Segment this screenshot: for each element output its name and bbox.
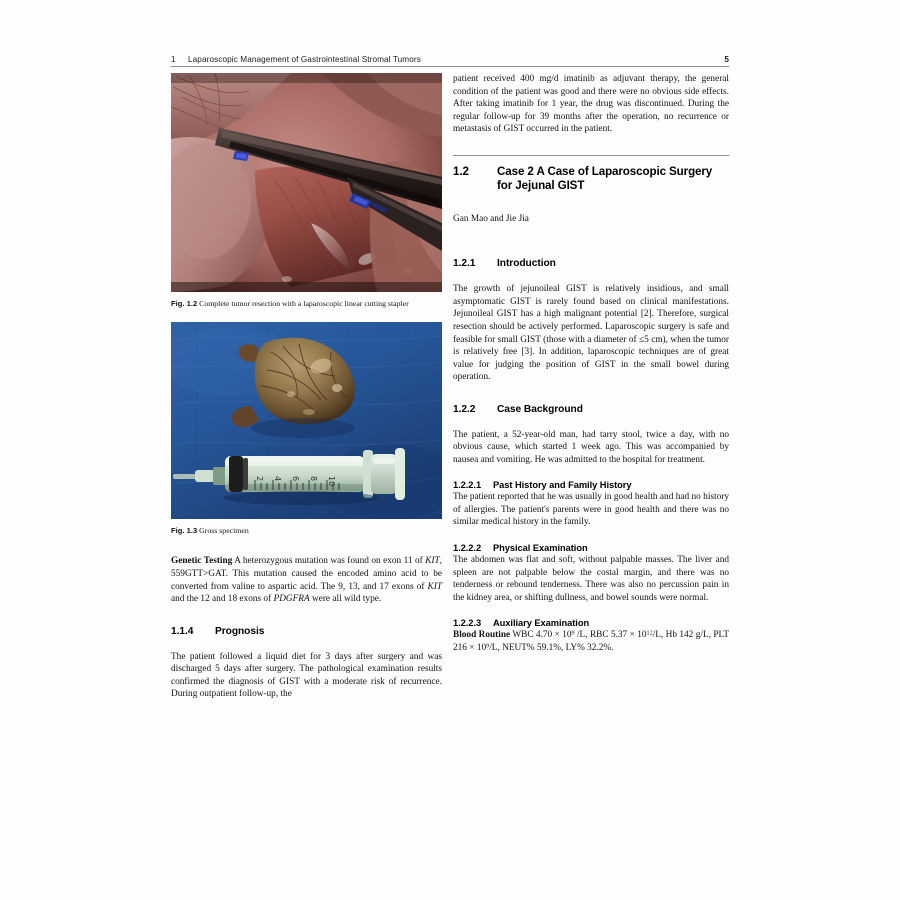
section-rule xyxy=(453,155,729,156)
spacer-before-section-1-2 xyxy=(453,136,729,155)
running-head-title: Laparoscopic Management of Gastrointestinal Stromal Tumors xyxy=(188,55,421,64)
heading-physical-examination-title: Physical Examination xyxy=(493,542,588,553)
blood-routine-lead: Blood Routine xyxy=(453,630,511,641)
past-history-paragraph: The patient reported that he was usually in good health and had no history of allergies. The patient's parents were in good health and there was no similar medical history in the family. xyxy=(453,492,729,528)
prognosis-paragraph: The patient followed a liquid diet for 3 days after surgery and was discharged 5 days after surgery. The pathological examination results confirmed the diagnosis of GIST with a moderate risk of recurrence. During outpatient follow-up, the xyxy=(171,651,442,700)
svg-text:10: 10 xyxy=(327,476,336,487)
heading-introduction-title: Introduction xyxy=(497,258,556,270)
heading-case-background-number: 1.2.2 xyxy=(453,403,476,415)
figure-1-2 xyxy=(171,73,442,309)
genetic-testing-lead: Genetic Testing xyxy=(171,556,233,567)
spacer-after-authors-2 xyxy=(453,244,729,257)
spacer-before-case-background xyxy=(453,384,729,403)
figure-1-3-label: Fig. 1.3 xyxy=(171,526,198,536)
heading-case-background-title: Case Background xyxy=(497,403,583,415)
case-background-paragraph: The patient, a 52-year-old man, had tarry stool, twice a day, with no obvious cause, which started 1 week ago. This was accompanied by nausea and vomiting. He was admitted to the hospital for treatment. xyxy=(453,429,729,465)
spacer-prognosis-body xyxy=(171,638,442,651)
spacer-before-authors xyxy=(453,194,729,213)
header-rule xyxy=(171,66,729,67)
spacer-before-prognosis xyxy=(171,606,442,625)
heading-past-history-title: Past History and Family History xyxy=(493,480,632,491)
heading-section-1-2 xyxy=(453,165,729,194)
heading-introduction xyxy=(453,257,729,270)
running-head xyxy=(171,48,729,64)
section-authors: Gan Mao and Jie Jia xyxy=(453,213,529,224)
spacer-introduction-body xyxy=(453,270,729,283)
genetic-testing-text-3: and the 12 and 18 exons of xyxy=(171,594,274,605)
spacer-after-authors xyxy=(453,225,729,244)
heading-auxiliary-examination-title: Auxiliary Examination xyxy=(493,618,590,629)
spacer-fig13-genetic xyxy=(171,536,442,555)
heading-auxiliary-examination-number: 1.2.2.3 xyxy=(453,618,482,629)
continuation-paragraph: patient received 400 mg/d imatinib as adjuvant therapy, the general condition of the patient was good and there were no obvious side effects. After taking imatinib for 1 year, the drug was discontinued. During the regular follow-up for 39 months after the operation, no recurrence or metastasis of GIST occurred in the patient. xyxy=(453,74,729,135)
gene-kit-1: KIT xyxy=(425,556,440,567)
blood-routine-wbc-exponent: 9 xyxy=(571,630,575,637)
blood-routine-rbc: /L, RBC 5.37 × 10 xyxy=(574,630,647,641)
figure-1-2-image xyxy=(171,73,442,292)
spacer-before-past-history xyxy=(453,466,729,479)
heading-section-1-2-number: 1.2 xyxy=(453,164,469,178)
svg-text:8: 8 xyxy=(309,476,318,482)
heading-prognosis xyxy=(171,625,442,638)
heading-auxiliary-examination xyxy=(453,617,729,629)
gene-pdgfra: PDGFRA xyxy=(273,594,310,605)
spacer-before-physical-exam xyxy=(453,529,729,542)
blood-routine-rbc-exponent: 12 xyxy=(646,630,653,637)
spacer-before-auxiliary-exam xyxy=(453,604,729,617)
page-number: 5 xyxy=(724,55,729,64)
heading-prognosis-number: 1.1.4 xyxy=(171,625,194,637)
running-head-chapter-number: 1 xyxy=(171,55,176,64)
blood-routine-plt-exponent: 9 xyxy=(486,643,490,650)
heading-prognosis-title: Prognosis xyxy=(215,625,265,637)
spacer-fig12-fig13 xyxy=(171,309,442,322)
spacer-case-background-body xyxy=(453,416,729,429)
genetic-testing-paragraph xyxy=(171,555,442,605)
heading-introduction-number: 1.2.1 xyxy=(453,258,476,270)
blood-routine-wbc: WBC 4.70 × 10 xyxy=(510,630,572,641)
heading-section-1-2-title: Case 2 A Case of Laparoscopic Surgery for Jejunal GIST xyxy=(497,164,713,193)
heading-past-history-number: 1.2.2.1 xyxy=(453,480,482,491)
right-column xyxy=(453,73,729,654)
heading-past-history xyxy=(453,479,729,491)
blood-routine-paragraph xyxy=(453,629,729,654)
heading-physical-examination-number: 1.2.2.2 xyxy=(453,542,482,553)
svg-text:2: 2 xyxy=(255,476,264,482)
blood-routine-tail: /L, NEUT% 59.1%, LY% 32.2%. xyxy=(489,642,614,653)
blood-routine-hb-plt: /L, Hb 142 g/L, PLT 216 × 10 xyxy=(453,630,730,653)
figure-1-3-caption xyxy=(171,526,442,536)
figure-1-2-label: Fig. 1.2 xyxy=(171,299,198,308)
genetic-testing-text-4: were all wild type. xyxy=(309,594,382,605)
figure-1-2-caption-text: Complete tumor resection with a laparoscopic linear cutting stapler xyxy=(199,299,409,308)
heading-physical-examination xyxy=(453,542,729,554)
figure-1-2-caption xyxy=(171,299,442,309)
introduction-paragraph: The growth of jejunoileal GIST is relatively insidious, and small asymptomatic GIST is rarely found based on clinical manifestations. Jejunoileal GIST has a high malignant potential [2]. Therefore, surgical resection should be actively performed. Laparoscopic surgery is safe and feasible for small GIST (those with a diameter of ≤5 cm), when the tumor is relatively free [3]. In addition, laparoscopic techniques are of great value for judging the position of GIST in the small bowel during operation. xyxy=(453,284,729,383)
svg-text:6: 6 xyxy=(291,476,300,482)
figure-1-3-image xyxy=(171,322,442,519)
gene-kit-2: KIT xyxy=(427,581,442,592)
heading-case-background xyxy=(453,403,729,416)
genetic-testing-text-1: A heterozygous mutation was found on exon 11 of xyxy=(232,556,426,567)
svg-text:4: 4 xyxy=(273,476,282,482)
figure-1-3-caption-text: Gross specimen xyxy=(199,526,249,536)
genetic-testing-text-2: , 559GTT>GAT. This mutation caused the encoded amino acid to be converted from valine to aspartic acid. The 9, 13, and 17 exons of xyxy=(171,556,442,592)
figure-1-3 xyxy=(171,322,442,536)
left-column xyxy=(171,73,442,701)
physical-examination-paragraph: The abdomen was flat and soft, without palpable masses. The liver and spleen are not palpable below the costal margin, and there was no tenderness or rebound tenderness. There was also no percussion pain in the kidney area, or shifting dullness, and bowel sounds were normal. xyxy=(453,554,729,603)
